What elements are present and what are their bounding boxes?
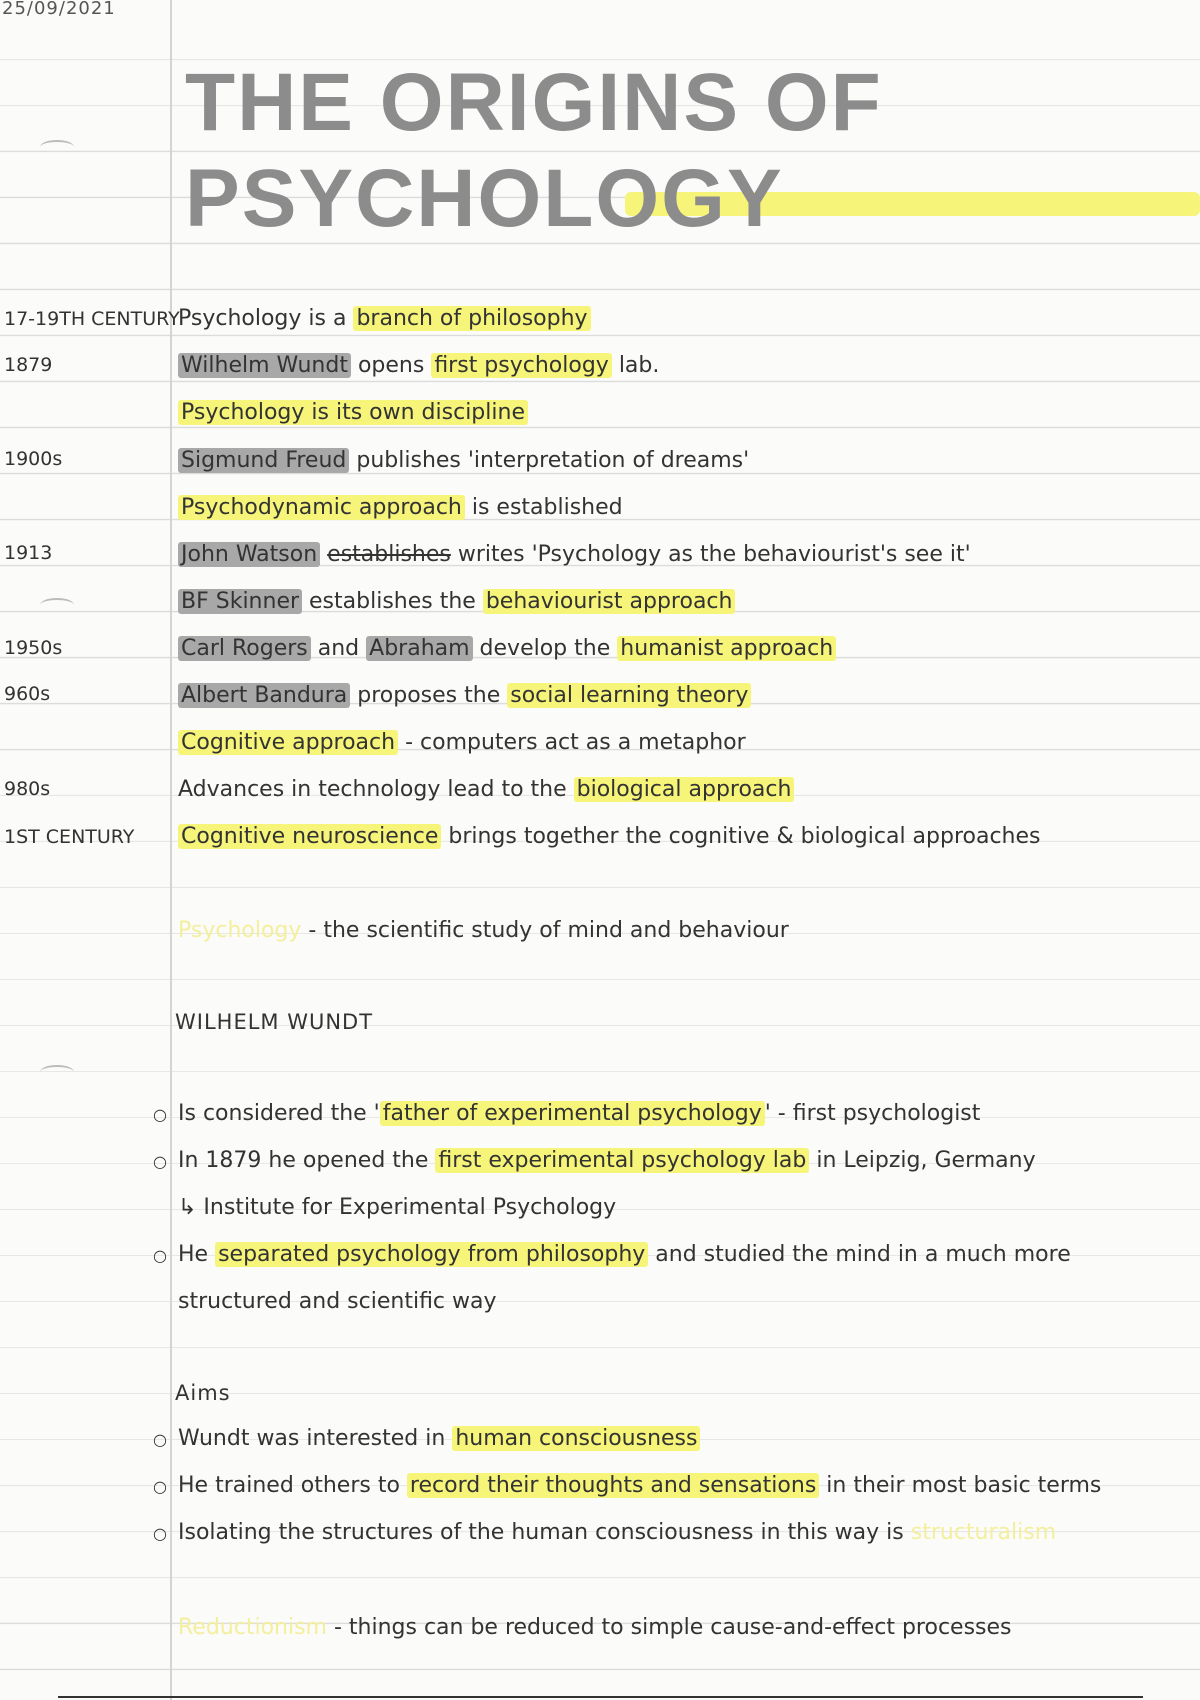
text-segment: - things can be reduced to simple cause-and-effect processes [326, 1615, 1012, 1640]
note-line [178, 1148, 1036, 1173]
note-line [178, 1242, 1071, 1267]
timeline-entry [178, 683, 751, 708]
name-highlight: BF Skinner [178, 589, 302, 614]
timeline-date: 1ST CENTURY [4, 826, 135, 848]
highlighted-text: separated psychology from philosophy [215, 1242, 648, 1267]
text-segment: - computers act as a metaphor [398, 730, 746, 755]
text-segment: Psychology [178, 918, 302, 943]
text-segment: opens [350, 353, 432, 378]
text-segment: He trained others to [178, 1473, 407, 1498]
timeline-date: 980s [4, 778, 51, 800]
timeline-entry [178, 824, 1041, 849]
text-segment: lab. [611, 353, 660, 378]
bullet-icon: ○ [153, 1430, 167, 1449]
definition-psychology [178, 918, 789, 943]
timeline-entry [178, 730, 746, 755]
name-highlight: Albert Bandura [178, 683, 350, 708]
text-segment: In 1879 he opened the [178, 1148, 436, 1173]
punch-hole [40, 140, 74, 154]
text-segment: establishes [327, 542, 451, 567]
text-segment: Wundt was interested in [178, 1426, 453, 1451]
bullet-icon: ○ [153, 1105, 167, 1124]
text-segment: ↳ Institute for Experimental Psychology [178, 1195, 617, 1220]
timeline-entry [178, 589, 735, 614]
note-line [178, 1520, 1056, 1545]
text-segment: ' - first psychologist [764, 1101, 981, 1126]
text-segment: establishes the [302, 589, 483, 614]
timeline-date: 1913 [4, 542, 53, 564]
highlighted-text: first experimental psychology lab [435, 1148, 809, 1173]
note-line [178, 1289, 497, 1314]
bullet-icon: ○ [153, 1246, 167, 1265]
highlighted-text: biological approach [574, 777, 795, 802]
name-highlight: Wilhelm Wundt [178, 353, 351, 378]
timeline-date: 1950s [4, 637, 63, 659]
timeline-entry [178, 306, 591, 331]
text-segment: Advances in technology lead to the [178, 777, 574, 802]
name-highlight: Carl Rogers [178, 636, 311, 661]
timeline-date: 17-19TH CENTURY [4, 308, 180, 330]
text-segment: publishes 'interpretation of dreams' [349, 448, 750, 473]
highlighted-text: Psychology is its own discipline [178, 400, 528, 425]
text-segment: and studied the mind in a much more [648, 1242, 1071, 1267]
text-segment: and [310, 636, 367, 661]
timeline-date: 1879 [4, 354, 53, 376]
note-line [178, 1473, 1101, 1498]
note-line [178, 1426, 700, 1451]
timeline-entry [178, 542, 971, 567]
punch-hole [40, 1065, 74, 1079]
margin-line [170, 0, 172, 1700]
text-segment: proposes the [350, 683, 508, 708]
highlighted-text: branch of philosophy [353, 306, 590, 331]
timeline-entry [178, 353, 659, 378]
highlighted-text: social learning theory [507, 683, 751, 708]
highlighted-text: behaviourist approach [483, 589, 736, 614]
note-line [178, 1195, 616, 1220]
page-title-line1: THE ORIGINS OF [185, 57, 883, 148]
text-segment: develop the [472, 636, 618, 661]
text-segment: Is considered the ' [178, 1101, 380, 1126]
text-segment: writes 'Psychology as the behaviourist's see it' [450, 542, 971, 567]
highlighted-text: father of experimental psychology [380, 1101, 765, 1126]
timeline-date: 960s [4, 683, 51, 705]
page-date: 25/09/2021 [2, 0, 116, 19]
highlighted-text: Psychodynamic approach [178, 495, 465, 520]
text-segment: He [178, 1242, 216, 1267]
note-line [178, 1101, 980, 1126]
text-segment: in Leipzig, Germany [809, 1148, 1036, 1173]
page-title-line2: PSYCHOLOGY [185, 153, 784, 244]
name-highlight: Sigmund Freud [178, 448, 349, 473]
timeline-entry [178, 448, 749, 473]
highlighted-text: human consciousness [452, 1426, 700, 1451]
name-highlight: Abraham [366, 636, 472, 661]
timeline-entry [178, 400, 528, 425]
section-heading-aims: Aims [175, 1381, 231, 1405]
text-segment: structuralism [910, 1520, 1057, 1545]
text-segment: Isolating the structures of the human consciousness in this way is [178, 1520, 911, 1545]
bullet-icon: ○ [153, 1524, 167, 1543]
highlighted-text: humanist approach [617, 636, 836, 661]
highlighted-text: record their thoughts and sensations [407, 1473, 819, 1498]
text-segment: brings together the cognitive & biological approaches [441, 824, 1041, 849]
bullet-icon: ○ [153, 1152, 167, 1171]
name-highlight: John Watson [178, 542, 320, 567]
highlighted-text: Cognitive neuroscience [178, 824, 441, 849]
timeline-date: 1900s [4, 448, 63, 470]
text-segment: in their most basic terms [819, 1473, 1102, 1498]
definition-reductionism [178, 1615, 1012, 1640]
highlighted-text: first psychology [431, 353, 612, 378]
text-segment: - the scientific study of mind and behaviour [301, 918, 789, 943]
bottom-rule [58, 1696, 1143, 1698]
timeline-entry [178, 495, 623, 520]
bullet-icon: ○ [153, 1477, 167, 1496]
punch-hole [40, 598, 74, 612]
timeline-entry [178, 777, 794, 802]
text-segment: Reductionism [178, 1615, 327, 1640]
text-segment: structured and scientific way [178, 1289, 497, 1314]
text-segment: Psychology is a [178, 306, 354, 331]
text-segment: is established [464, 495, 623, 520]
highlighted-text: Cognitive approach [178, 730, 398, 755]
timeline-entry [178, 636, 836, 661]
section-heading-wundt: WILHELM WUNDT [175, 1010, 374, 1034]
